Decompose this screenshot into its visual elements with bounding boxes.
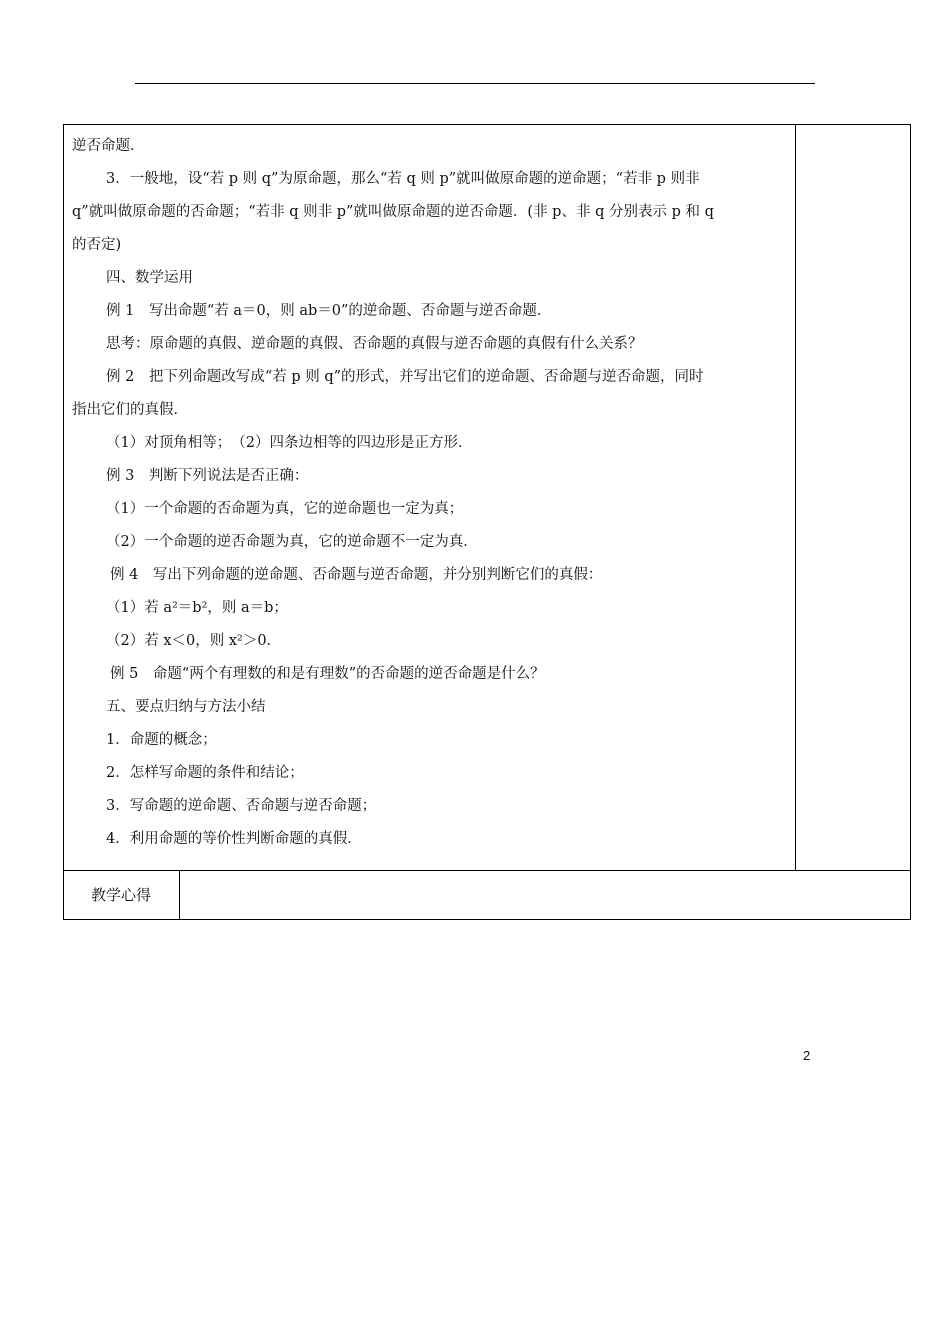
summary-item-2: 2．怎样写命题的条件和结论； <box>106 765 304 781</box>
example-3: 例 3 判断下列说法是否正确： <box>106 468 309 484</box>
summary-item-3: 3．写命题的逆命题、否命题与逆否命题； <box>106 798 377 814</box>
text-line: 指出它们的真假． <box>72 402 188 418</box>
example-1: 例 1 写出命题“若 a＝0，则 ab＝0”的逆命题、否命题与逆否命题． <box>106 303 552 319</box>
summary-item-4: 4．利用命题的等价性判断命题的真假． <box>106 831 362 847</box>
example-4-item-1: （1）若 a²＝b²，则 a＝b； <box>106 600 288 616</box>
page-number: 2 <box>803 1048 811 1063</box>
example-2-items: （1）对顶角相等； （2）四条边相等的四边形是正方形． <box>106 435 473 451</box>
section-heading: 四、数学运用 <box>106 270 193 286</box>
lesson-content <box>72 130 790 856</box>
section-heading: 五、要点归纳与方法小结 <box>106 699 266 715</box>
example-4-item-2: （2）若 x＜0，则 x²＞0． <box>106 633 282 649</box>
example-3-item-2: （2）一个命题的逆否命题为真，它的逆命题不一定为真． <box>106 534 478 550</box>
table-row-divider <box>63 870 911 871</box>
teaching-notes-label: 教学心得 <box>90 886 151 904</box>
table-column-divider <box>795 124 796 870</box>
example-2: 例 2 把下列命题改写成“若 p 则 q”的形式，并写出它们的逆命题、否命题与逆否命题，同时 <box>106 369 704 385</box>
text-line: 的否定) <box>72 237 122 253</box>
text-line: 3．一般地，设“若 p 则 q”为原命题，那么“若 q 则 p”就叫做原命题的逆命题；“若非 p 则非 <box>106 171 700 187</box>
footer-column-divider <box>179 870 180 920</box>
think-question: 思考：原命题的真假、逆命题的真假、否命题的真假与逆否命题的真假有什么关系？ <box>106 336 643 352</box>
example-5: 例 5 命题“两个有理数的和是有理数”的否命题的逆否命题是什么？ <box>110 666 545 682</box>
example-4: 例 4 写出下列命题的逆命题、否命题与逆否命题，并分别判断它们的真假： <box>110 567 603 583</box>
header-rule <box>135 83 815 84</box>
summary-item-1: 1．命题的概念； <box>106 732 217 748</box>
text-line: 逆否命题． <box>72 138 145 154</box>
text-line: q”就叫做原命题的否命题；“若非 q 则非 p”就叫做原命题的逆否命题．(非 p、非 q 分别表示 p 和 q <box>72 204 714 220</box>
example-3-item-1: （1）一个命题的否命题为真，它的逆命题也一定为真； <box>106 501 464 517</box>
